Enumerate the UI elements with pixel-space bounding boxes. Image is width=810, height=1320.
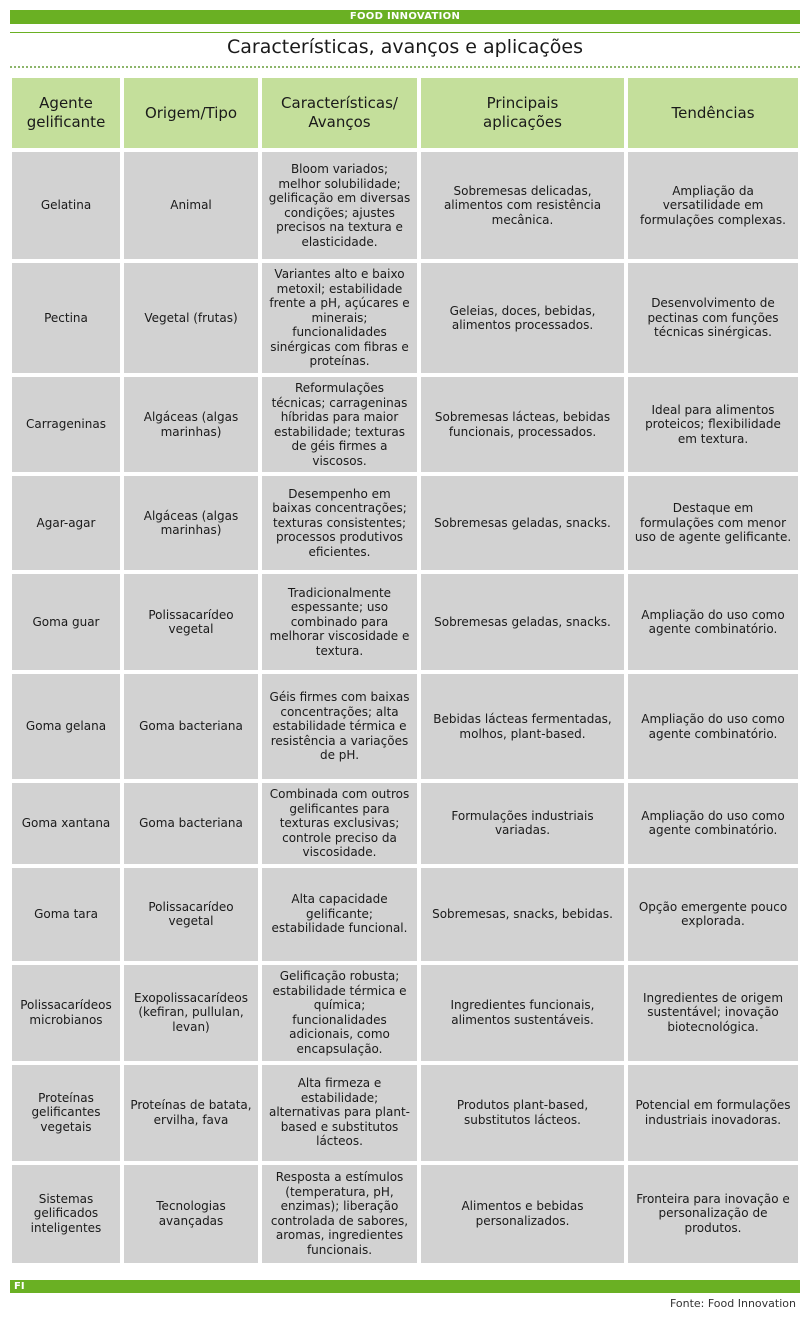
cell-aplicacoes: Produtos plant-based, substitutos lácteos. (421, 1065, 624, 1161)
column-header-tendencias: Tendências (628, 78, 798, 148)
column-header-aplicacoes: Principais aplicações (421, 78, 624, 148)
cell-aplicacoes: Geleias, doces, bebidas, alimentos processados. (421, 263, 624, 373)
cell-origem: Tecnologias avançadas (124, 1165, 258, 1263)
cell-caracteristicas: Combinada com outros gelificantes para texturas exclusivas; controle preciso da viscosidade. (262, 783, 417, 864)
cell-origem: Polissacarídeo vegetal (124, 574, 258, 670)
cell-tendencias: Ingredientes de origem sustentável; inovação biotecnológica. (628, 965, 798, 1061)
cell-caracteristicas: Géis firmes com baixas concentrações; alta estabilidade térmica e resistência a variações de pH. (262, 674, 417, 779)
cell-tendencias: Ampliação do uso como agente combinatório. (628, 674, 798, 779)
cell-origem: Proteínas de batata, ervilha, fava (124, 1065, 258, 1161)
top-divider (10, 32, 800, 33)
cell-origem: Polissacarídeo vegetal (124, 868, 258, 961)
cell-agente: Carrageninas (12, 377, 120, 472)
table-header-row (12, 78, 798, 148)
cell-agente: Gelatina (12, 152, 120, 259)
cell-tendencias: Opção emergente pouco explorada. (628, 868, 798, 961)
cell-origem: Goma bacteriana (124, 674, 258, 779)
column-header-origem: Origem/Tipo (124, 78, 258, 148)
cell-tendencias: Ampliação do uso como agente combinatório. (628, 783, 798, 864)
cell-caracteristicas: Variantes alto e baixo metoxil; estabilidade frente a pH, açúcares e minerais; funcionalidades sinérgicas com fibras e proteínas. (262, 263, 417, 373)
page-title: Características, avanços e aplicações (226, 36, 584, 58)
cell-tendencias: Potencial em formulações industriais inovadoras. (628, 1065, 798, 1161)
cell-aplicacoes: Sobremesas delicadas, alimentos com resistência mecânica. (421, 152, 624, 259)
cell-agente: Goma tara (12, 868, 120, 961)
column-header-agente: Agente gelificante (12, 78, 120, 148)
cell-tendencias: Ideal para alimentos proteicos; flexibilidade em textura. (628, 377, 798, 472)
cell-origem: Algáceas (algas marinhas) (124, 377, 258, 472)
dotted-divider (10, 66, 800, 68)
table-row (12, 1165, 798, 1263)
cell-aplicacoes: Alimentos e bebidas personalizados. (421, 1165, 624, 1263)
source-credit: Fonte: Food Innovation (669, 1297, 796, 1310)
cell-aplicacoes: Sobremesas lácteas, bebidas funcionais, processados. (421, 377, 624, 472)
table-row (12, 1065, 798, 1161)
column-header-caracteristicas: Características/ Avanços (262, 78, 417, 148)
cell-agente: Pectina (12, 263, 120, 373)
cell-caracteristicas: Alta firmeza e estabilidade; alternativas para plant-based e substitutos lácteos. (262, 1065, 417, 1161)
cell-aplicacoes: Bebidas lácteas fermentadas, molhos, plant-based. (421, 674, 624, 779)
table-row (12, 152, 798, 259)
cell-origem: Vegetal (frutas) (124, 263, 258, 373)
cell-caracteristicas: Bloom variados; melhor solubilidade; gelificação em diversas condições; ajustes precisos na textura e elasticidade. (262, 152, 417, 259)
cell-aplicacoes: Formulações industriais variadas. (421, 783, 624, 864)
cell-origem: Animal (124, 152, 258, 259)
cell-aplicacoes: Sobremesas geladas, snacks. (421, 574, 624, 670)
table-row (12, 965, 798, 1061)
cell-aplicacoes: Sobremesas geladas, snacks. (421, 476, 624, 570)
table-row (12, 377, 798, 472)
cell-origem: Exopolissacarídeos (kefiran, pullulan, levan) (124, 965, 258, 1061)
cell-agente: Polissacarídeos microbianos (12, 965, 120, 1061)
gelling-agents-table (8, 74, 802, 1267)
cell-origem: Goma bacteriana (124, 783, 258, 864)
cell-caracteristicas: Reformulações técnicas; carrageninas híbridas para maior estabilidade; texturas de géis firmes a viscosos. (262, 377, 417, 472)
cell-tendencias: Desenvolvimento de pectinas com funções técnicas sinérgicas. (628, 263, 798, 373)
table-row (12, 574, 798, 670)
cell-agente: Goma xantana (12, 783, 120, 864)
cell-caracteristicas: Tradicionalmente espessante; uso combinado para melhorar viscosidade e textura. (262, 574, 417, 670)
cell-agente: Proteínas gelificantes vegetais (12, 1065, 120, 1161)
table-row (12, 783, 798, 864)
table-row (12, 674, 798, 779)
footer-label-bar: FI (10, 1280, 800, 1293)
cell-tendencias: Ampliação da versatilidade em formulações complexas. (628, 152, 798, 259)
cell-caracteristicas: Alta capacidade gelificante; estabilidade funcional. (262, 868, 417, 961)
cell-agente: Sistemas gelificados inteligentes (12, 1165, 120, 1263)
cell-origem: Algáceas (algas marinhas) (124, 476, 258, 570)
cell-caracteristicas: Gelificação robusta; estabilidade térmica e química; funcionalidades adicionais, como encapsulação. (262, 965, 417, 1061)
cell-agente: Agar-agar (12, 476, 120, 570)
cell-agente: Goma gelana (12, 674, 120, 779)
cell-tendencias: Fronteira para inovação e personalização de produtos. (628, 1165, 798, 1263)
cell-caracteristicas: Resposta a estímulos (temperatura, pH, enzimas); liberação controlada de sabores, aromas, ingredientes funcionais. (262, 1165, 417, 1263)
cell-agente: Goma guar (12, 574, 120, 670)
section-label-bar: FOOD INNOVATION (10, 10, 800, 24)
cell-aplicacoes: Sobremesas, snacks, bebidas. (421, 868, 624, 961)
table-row (12, 868, 798, 961)
cell-tendencias: Ampliação do uso como agente combinatório. (628, 574, 798, 670)
cell-caracteristicas: Desempenho em baixas concentrações; texturas consistentes; processos produtivos eficientes. (262, 476, 417, 570)
table-row (12, 476, 798, 570)
cell-aplicacoes: Ingredientes funcionais, alimentos sustentáveis. (421, 965, 624, 1061)
table-row (12, 263, 798, 373)
cell-tendencias: Destaque em formulações com menor uso de agente gelificante. (628, 476, 798, 570)
